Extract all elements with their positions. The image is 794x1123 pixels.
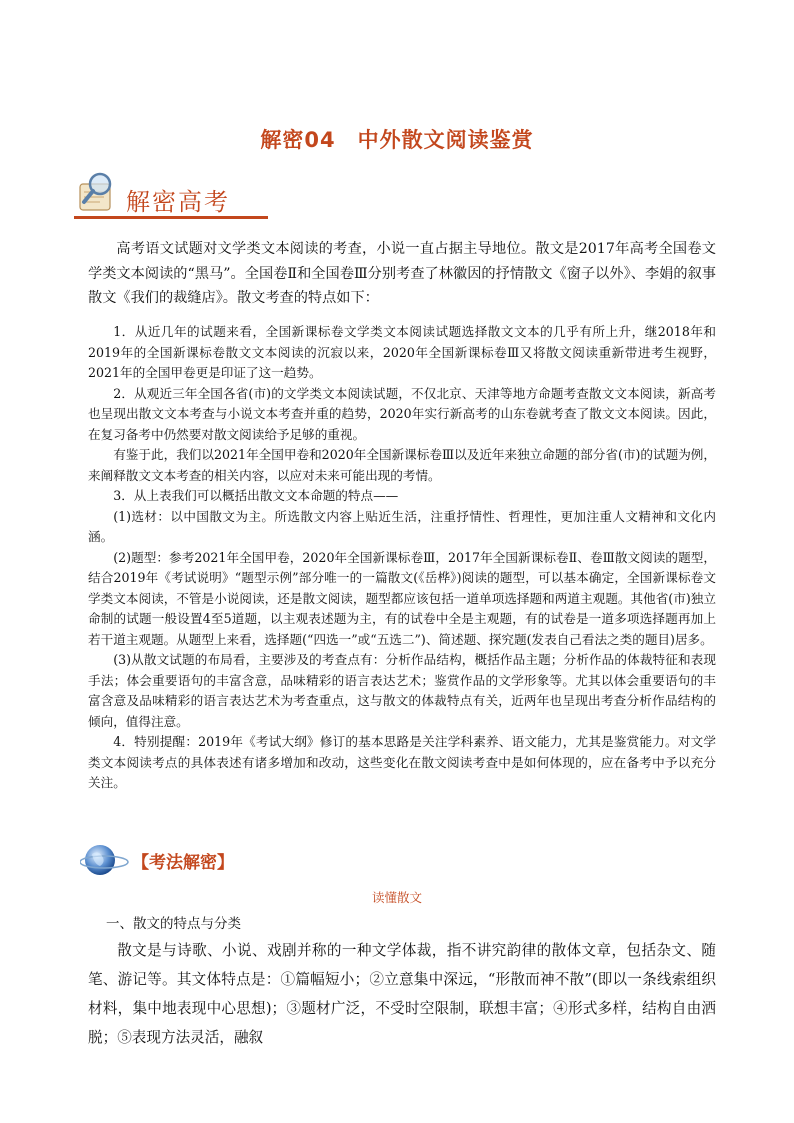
intro-paragraph: 高考语文试题对文学类文本阅读的考查，小说一直占据主导地位。散文是2017年高考全国卷文学类文本阅读的“黑马”。全国卷Ⅱ和全国卷Ⅲ分别考查了林徽因的抒情散文《窗子以外》、李娟的叙事散文《我们的裁缝店》。散文考查的特点如下： — [88, 241, 716, 306]
subsection-title: 读懂散文 — [371, 890, 422, 905]
point-paragraph: (2)题型：参考2021年全国甲卷，2020年全国新课标卷Ⅲ，2017年全国新课标卷Ⅱ、卷Ⅲ散文阅读的题型，结合2019年《考试说明》“题型示例”部分唯一的一篇散文(《岳桦》)阅读的题型，可以基本确定，全国新课标卷文学类文本阅读，不管是小说阅读，还是散文阅读，题型都应该包括一道单项选择题和两道主观题。其他省(市)独立命制的试题一般设置4至5道题，以主观表述题为主，有的试卷中全是主观题，有的试卷是一道多项选择题再加上若干道主观题。从题型上来看，选择题(“四选一”或“五选二”)、简述题、探究题(发表自己看法之类的题目)居多。 — [88, 549, 716, 647]
section-heading-rule — [74, 216, 268, 219]
points-block — [88, 322, 716, 794]
section-heading-jiemi-gaokao — [70, 170, 270, 220]
point-paragraph: 有鉴于此，我们以2021年全国甲卷和2020年全国新课标卷Ⅲ以及近年来独立命题的部分省(市)的试题为例，来阐释散文文本考查的相关内容，以应对未来可能出现的考情。 — [88, 447, 716, 483]
kaofa-heading-label: 【考法解密】 — [132, 853, 234, 873]
section-heading-label: 解密高考 — [126, 188, 230, 216]
last-block — [88, 936, 716, 1052]
globe-icon — [80, 840, 132, 880]
intro-block — [88, 237, 716, 311]
point-paragraph: (3)从散文试题的布局看，主要涉及的考查点有：分析作品结构，概括作品主题；分析作品的体裁特征和表现手法；体会重要语句的丰富含意，品味精彩的语言表达艺术；鉴赏作品的文学形象等。尤其以体会重要语句的丰富含意及品味精彩的语言表达艺术为考查重点，这与散文的体裁特点有关，近两年也呈现出考查分析作品结构的倾向，值得注意。 — [88, 652, 716, 729]
page-title: 解密04 中外散文阅读鉴赏 — [260, 128, 534, 152]
point-paragraph: 1．从近几年的试题来看，全国新课标卷文学类文本阅读试题选择散文文本的几乎有所上升，继2018年和2019年的全国新课标卷散文文本阅读的沉寂以来，2020年全国新课标卷Ⅲ又将散文阅读重新带进考生视野，2021年的全国甲卷更是印证了这一趋势。 — [88, 324, 716, 380]
section-one-title: 一、散文的特点与分类 — [106, 916, 241, 932]
last-paragraph: 散文是与诗歌、小说、戏剧并称的一种文学体裁，指不讲究韵律的散体文章，包括杂文、随笔、游记等。其文体特点是：①篇幅短小；②立意集中深远，“形散而神不散”(即以一条线索组织材料，集中地表现中心思想)；③题材广泛，不受时空限制，联想丰富；④形式多样，结构自由洒脱；⑤表现方法灵活，融叙 — [88, 942, 716, 1046]
point-paragraph: (1)选材：以中国散文为主。所选散文内容上贴近生活，注重抒情性、哲理性，更加注重人文精神和文化内涵。 — [88, 508, 716, 544]
point-paragraph: 3．从上表我们可以概括出散文文本命题的特点—— — [113, 488, 399, 503]
point-paragraph: 4．特别提醒：2019年《考试大纲》修订的基本思路是关注学科素养、语文能力，尤其是鉴赏能力。对文学类文本阅读考点的具体表述有诸多增加和改动，这些变化在散文阅读考查中是如何体现的，应在备考中予以充分关注。 — [88, 734, 716, 790]
magnifier-icon — [70, 170, 122, 222]
point-paragraph: 2．从观近三年全国各省(市)的文学类文本阅读试题，不仅北京、天津等地方命题考查散文文本阅读，新高考也呈现出散文文本考查与小说文本考查并重的趋势，2020年实行新高考的山东卷就考查了散文文本阅读。因此，在复习备考中仍然要对散文阅读给予足够的重视。 — [88, 385, 716, 442]
section-heading-kaofa — [80, 840, 300, 880]
